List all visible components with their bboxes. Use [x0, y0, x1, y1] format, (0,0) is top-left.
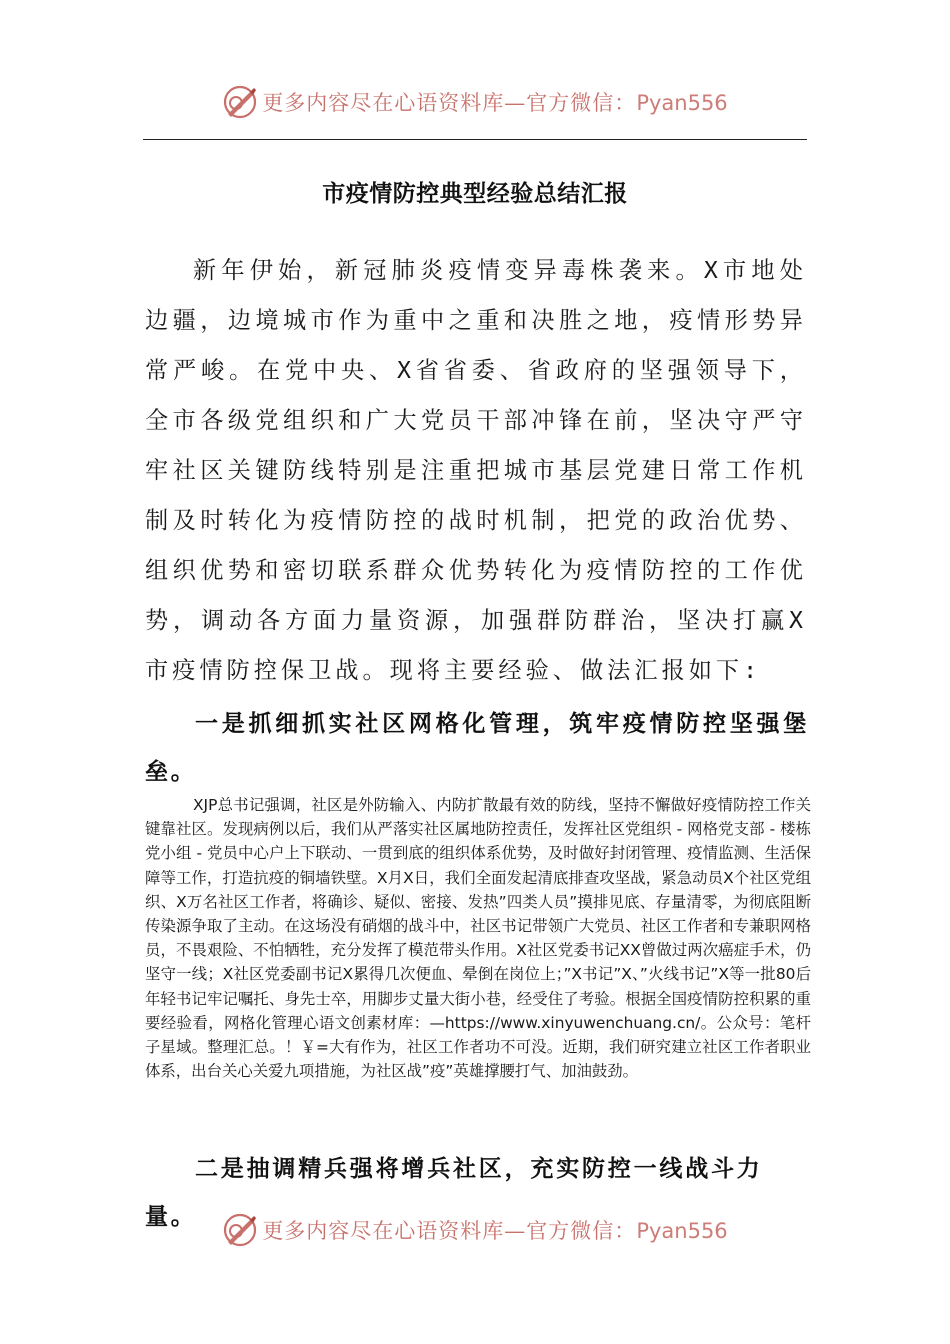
- banner-label: 更多内容尽在心语资料库—官方微信：: [262, 91, 637, 115]
- section-body-1: XJP总书记强调，社区是外防输入、内防扩散最有效的防线，坚持不懈做好疫情防控工作关键靠社区。发现病例以后，我们从严落实社区属地防控责任，发挥社区党组织 - 网格党支部 - 楼栋党小组 - 党员中心户上下联动、一贯到底的组织体系优势，及时做好封闭管理、疫情监测、生活保障等工作，打造抗疫的铜墙铁壁。X月X日，我们全面发起清底排查攻坚战，紧急动员X个社区党组织、X万名社区工作者，将确诊、疑似、密接、发热”四类人员”摸排见底、存量清零，为彻底阻断传染源争取了主动。在这场没有硝烟的战斗中，社区书记带领广大党员、社区工作者和专兼职网格员，不畏艰险、不怕牺牲，充分发挥了模范带头作用。X社区党委书记XX曾做过两次癌症手术，仍坚守一线；X社区党委副书记X累得几次便血、晕倒在岗位上；”X书记”X、”火线书记”X等一批80后年轻书记牢记嘱托、身先士卒，用脚步丈量大街小巷，经受住了考验。根据全国疫情防控积累的重要经验看，网格化管理心语文创素材库：—https://www.xinyuwenchuang.cn/。公众号：笔杆子星域。整理汇总。！￥=大有作为，社区工作者功不可没。近期，我们研究建立社区工作者职业体系，出台关心关爱九项措施，为社区战”疫”英雄撑腰打气、加油鼓劲。: [145, 796, 811, 1081]
- section-heading-1: 一是抓细抓实社区网格化管理，筑牢疫情防控坚强堡垒。: [145, 711, 809, 785]
- banner-handle: Pyan556: [636, 1219, 728, 1243]
- intro-paragraph: 新年伊始，新冠肺炎疫情变异毒株袭来。X市地处边疆，边境城市作为重中之重和决胜之地，疫情形势异常严峻。在党中央、X省省委、省政府的坚强领导下，全市各级党组织和广大党员干部冲锋在前，坚决守严守牢社区关键防线特别是注重把城市基层党建日常工作机制及时转化为疫情防控的战时机制，把党的政治优势、组织优势和密切联系群众优势转化为疫情防控的工作优势，调动各方面力量资源，加强群防群治，坚决打赢X市疫情防控保卫战。现将主要经验、做法汇报如下:: [145, 257, 807, 684]
- pen-logo-icon: [222, 84, 258, 120]
- banner-text: [262, 87, 727, 117]
- header-banner: [0, 80, 950, 124]
- banner-text: [262, 1215, 727, 1245]
- banner-label: 更多内容尽在心语资料库—官方微信：: [262, 1219, 637, 1243]
- document-title: 市疫情防控典型经验总结汇报: [322, 180, 628, 207]
- section-heading-2: 二是抽调精兵强将增兵社区，充实防控一线战斗力量。: [145, 1156, 763, 1230]
- header-rule: [143, 139, 807, 140]
- footer-banner: [0, 1208, 950, 1252]
- banner-handle: Pyan556: [636, 91, 728, 115]
- pen-logo-icon: [222, 1212, 258, 1248]
